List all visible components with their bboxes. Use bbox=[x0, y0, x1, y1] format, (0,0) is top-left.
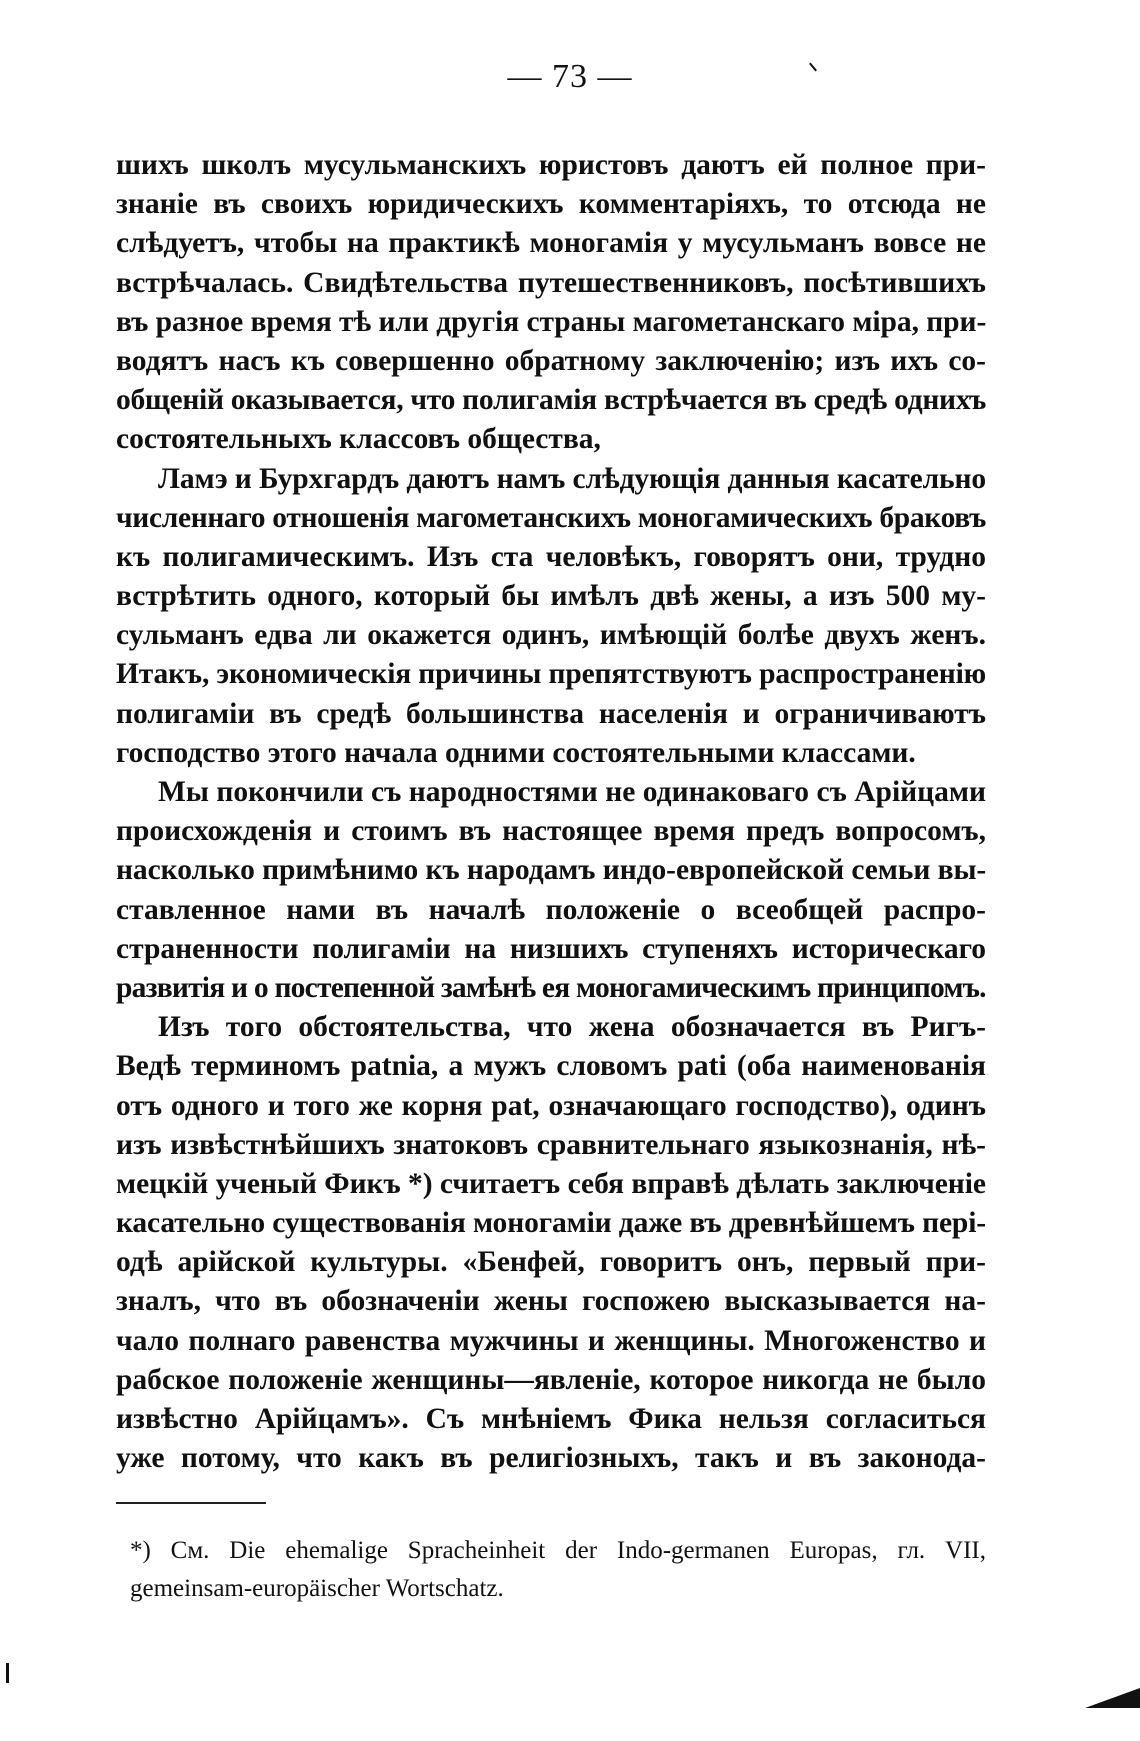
text-line: встрѣтить одного, который бы имѣлъ двѣ жены, а изъ 500 му- bbox=[116, 580, 986, 613]
text-line: развитія и о постепенной замѣнѣ ея моногамическимъ принципомъ. bbox=[116, 971, 986, 1004]
text-line: Ведѣ терминомъ patnia, а мужъ словомъ pati (оба наименованія bbox=[116, 1050, 986, 1083]
text-line: касательно существованія моногаміи даже въ древнѣйшемъ пері- bbox=[116, 1207, 986, 1240]
text-line: страненности полигаміи на низшихъ ступеняхъ историческаго bbox=[116, 932, 986, 965]
text-line: господство этого начала одними состоятельными классами. bbox=[116, 736, 916, 769]
text-line: насколько примѣнимо къ народамъ индо-европейской семьи вы- bbox=[116, 854, 986, 887]
text-line: численнаго отношенія магометанскихъ моногамическихъ браковъ bbox=[116, 501, 986, 534]
text-line: сульманъ едва ли окажется одинъ, имѣющій болѣе двухъ женъ. bbox=[116, 619, 986, 652]
text-line: Ламэ и Бурхгардъ даютъ намъ слѣдующія данныя касательно bbox=[158, 462, 986, 495]
scan-mark bbox=[1085, 1688, 1140, 1708]
main-text bbox=[116, 146, 986, 1478]
text-line: къ полигамическимъ. Изъ ста человѣкъ, говорятъ они, трудно bbox=[116, 540, 986, 573]
text-line: шихъ школъ мусульманскихъ юристовъ даютъ ей полное при- bbox=[116, 149, 986, 181]
paragraph-4 bbox=[116, 1008, 986, 1478]
text-line: происхожденія и стоимъ въ настоящее время предъ вопросомъ, bbox=[116, 815, 986, 848]
text-line: въ разное время тѣ или другія страны магометанскаго міра, при- bbox=[116, 305, 986, 338]
text-line: слѣдуетъ, чтобы на практикѣ моногамія у мусульманъ вовсе не bbox=[116, 227, 986, 260]
footnote-divider bbox=[116, 1502, 266, 1504]
paragraph-2 bbox=[116, 460, 986, 774]
paragraph-3 bbox=[116, 773, 986, 1008]
text-line: встрѣчалась. Свидѣтельства путешественниковъ, посѣтившихъ bbox=[116, 266, 986, 299]
text-line: Изъ того обстоятельства, что жена обозначается въ Ригъ- bbox=[158, 1011, 986, 1044]
footnote-line: *) См. Die ehemalige Spracheinheit der Indo-germanen Europas, гл. VII, bbox=[130, 1537, 986, 1564]
text-line: чало полнаго равенства мужчины и женщины. Многоженство и bbox=[116, 1324, 986, 1357]
paragraph-1 bbox=[116, 146, 986, 460]
text-line: знаніе въ своихъ юридическихъ комментаріяхъ, то отсюда не bbox=[116, 188, 986, 221]
page-number: — 73 — bbox=[507, 58, 633, 95]
text-line: уже потому, что какъ въ религіозныхъ, такъ и въ законода- bbox=[116, 1442, 986, 1475]
text-line: ставленное нами въ началѣ положеніе о всеобщей распро- bbox=[116, 893, 986, 926]
text-line: зналъ, что въ обозначеніи жены госпожею высказывается на- bbox=[116, 1285, 986, 1318]
text-line: мецкій ученый Фикъ *) считаетъ себя вправѣ дѣлать заключеніе bbox=[116, 1167, 986, 1200]
text-line: извѣстно Арійцамъ». Съ мнѣніемъ Фика нельзя согласиться bbox=[116, 1403, 986, 1435]
text-line: одѣ арійской культуры. «Бенфей, говоритъ онъ, первый при- bbox=[116, 1246, 986, 1279]
text-line: изъ извѣстнѣйшихъ знатоковъ сравнительнаго языкознанія, нѣ- bbox=[116, 1128, 986, 1161]
text-line: водятъ насъ къ совершенно обратному заключенію; изъ ихъ со- bbox=[116, 344, 986, 377]
text-line: Мы покончили съ народностями не одинаковаго съ Арійцами bbox=[158, 776, 986, 808]
text-line: общеній оказывается, что полигамія встрѣчается въ средѣ однихъ bbox=[116, 384, 986, 417]
text-line: полигаміи въ средѣ большинства населенія и ограничиваютъ bbox=[116, 697, 986, 730]
scan-mark bbox=[6, 1663, 9, 1683]
text-line: рабское положеніе женщины—явленіе, которое никогда не было bbox=[116, 1363, 986, 1396]
footnote-line: gemeinsam-europäischer Wortschatz. bbox=[130, 1575, 504, 1602]
text-line: Итакъ, экономическія причины препятствуютъ распространенію bbox=[116, 658, 986, 691]
footnote bbox=[130, 1532, 986, 1608]
text-line: состоятельныхъ классовъ общества, bbox=[116, 423, 601, 456]
text-line: отъ одного и того же корня pat, означающаго господство), одинъ bbox=[116, 1089, 986, 1122]
